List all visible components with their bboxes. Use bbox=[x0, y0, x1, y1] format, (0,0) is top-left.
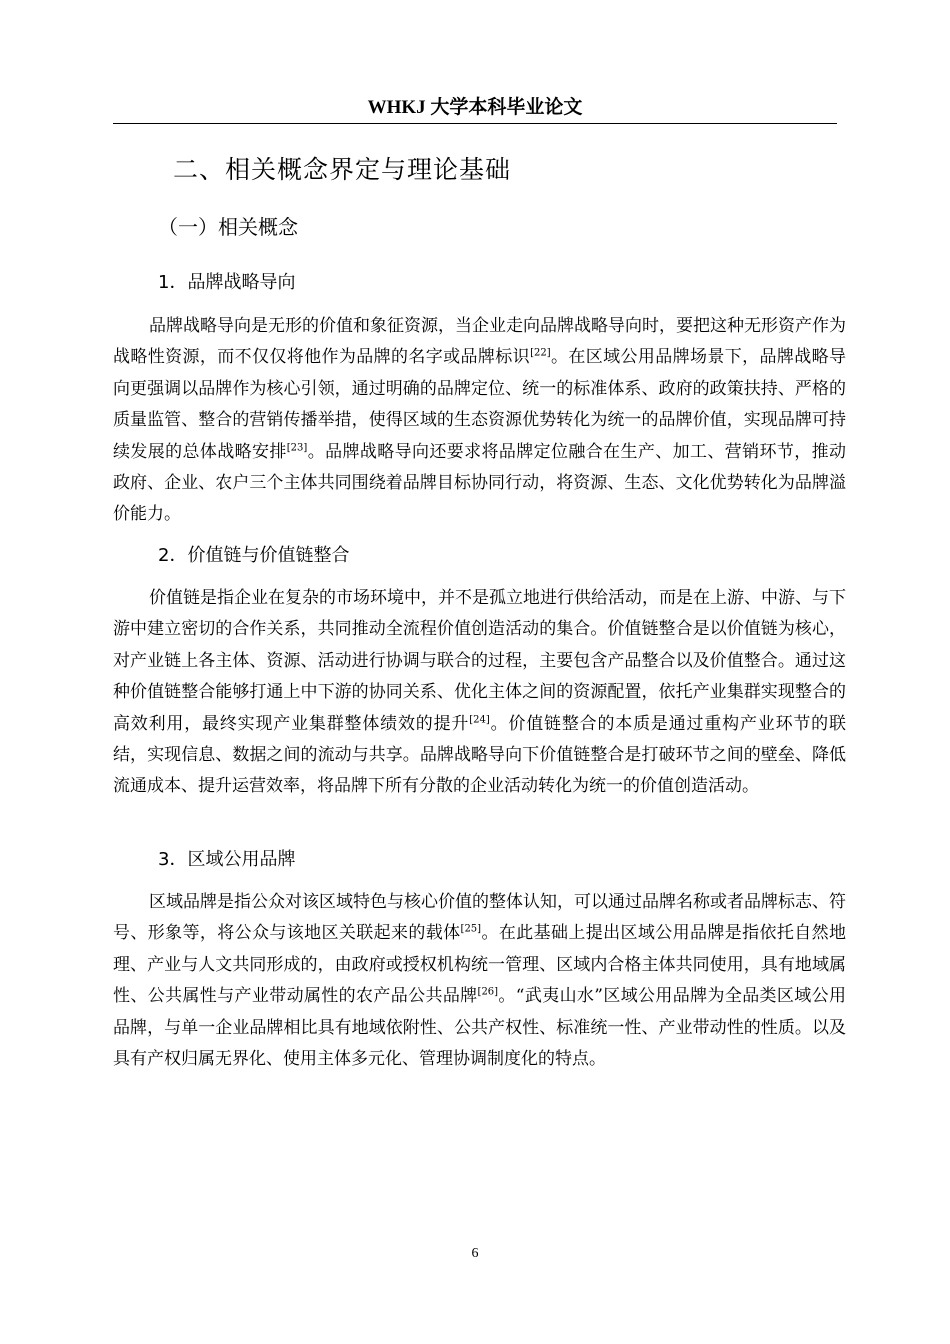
paragraph-text: 区域品牌是指公众对该区域特色与核心价值的整体认知，可以通过品牌名称或者品牌标志、符号、形象等，将公众与该地区关联起来的载体 bbox=[113, 892, 846, 944]
citation-ref: [26] bbox=[477, 986, 499, 998]
page-number: 6 bbox=[471, 1246, 479, 1261]
subsection-title-1: 1．品牌战略导向 bbox=[158, 272, 296, 293]
paragraph-text: 价值链是指企业在复杂的市场环境中，并不是孤立地进行供给活动，而是在上游、中游、与下游中建立密切的合作关系，共同推动全流程价值创造活动的集合。价值链整合是以价值链为核心，对产业链上各主体、资源、活动进行协调与联合的过程，主要包含产品整合以及价值整合。通过这种价值链整合能够打通上中下游的协同关系、优化主体之间的资源配置，依托产业集群实现整合的高效利用，最终实现产业集群整体绩效的提升 bbox=[113, 588, 846, 734]
paragraph-text: 品牌战略导向是无形的价值和象征资源，当企业走向品牌战略导向时，要把这种无形资产作为战略性资源，而不仅仅将他作为品牌的名字或品牌标识 bbox=[113, 316, 846, 368]
paragraph-text: 。在区域公用品牌场景下，品牌战略导向更强调以品牌作为核心引领，通过明确的品牌定位、统一的标准体系、政府的政策扶持、严格的质量监管、整合的营销传播举措，使得区域的生态资源优势转化为统一的品牌价值，实现品牌可持续发展的总体战略安排 bbox=[113, 347, 847, 462]
paragraph-text: 。品牌战略导向还要求将品牌定位融合在生产、加工、营销环节，推动政府、企业、农户三个主体共同围绕着品牌目标协同行动，将资源、生态、文化优势转化为品牌溢价能力。 bbox=[113, 441, 847, 525]
citation-ref: [24] bbox=[469, 713, 490, 725]
subsection-title-2: 2．价值链与价值链整合 bbox=[158, 545, 350, 566]
paragraph-text: 。在此基础上提出区域公用品牌是指依托自然地理、产业与人文共同形成的，由政府或授权机构统一管理、区域内合格主体共同使用，具有地域属性、公共属性与产业带动属性的农产品公共品牌 bbox=[113, 923, 847, 1007]
citation-ref: [25] bbox=[460, 923, 482, 935]
running-header: WHKJ 大学本科毕业论文 bbox=[367, 97, 583, 118]
paragraph-text: 。“武夷山水”区域公用品牌为全品类区域公用品牌，与单一企业品牌相比具有地域依附性、公共产权性、标准统一性、产业带动性的性质。以及具有产权归属无界化、使用主体多元化、管理协调制度化的特点。 bbox=[113, 986, 846, 1070]
paragraph-1 bbox=[113, 311, 846, 531]
section-title: （一）相关概念 bbox=[158, 215, 298, 239]
header-divider bbox=[113, 123, 837, 124]
subsection-title-3: 3．区域公用品牌 bbox=[158, 849, 296, 870]
paragraph-2 bbox=[113, 583, 846, 803]
citation-ref: [22] bbox=[530, 347, 551, 359]
chapter-title: 二、相关概念界定与理论基础 bbox=[173, 155, 512, 184]
citation-ref: [23] bbox=[286, 441, 308, 453]
paragraph-text: 。价值链整合的本质是通过重构产业环节的联结，实现信息、数据之间的流动与共享。品牌战略导向下价值链整合是打破环节之间的壁垒、降低流通成本、提升运营效率，将品牌下所有分散的企业活动转化为统一的价值创造活动。 bbox=[113, 713, 846, 797]
paragraph-3 bbox=[113, 887, 846, 1075]
